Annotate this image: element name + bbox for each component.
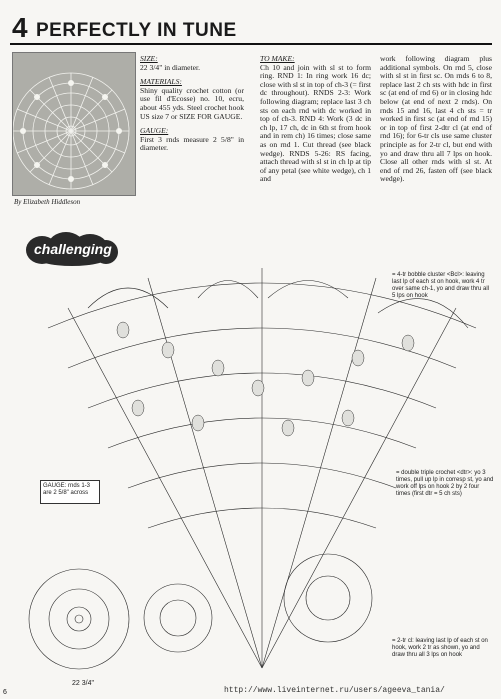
gauge-box bbox=[40, 480, 100, 504]
materials-column bbox=[140, 55, 244, 159]
size-heading: SIZE: bbox=[140, 54, 158, 63]
instructions-text-1: Ch 10 and join with sl st to form ring. RND 1: In ring work 16 dc; close with sl st in top of ch-3 (= first dc throughout). RNDS 2-3: Work following diagram; replace last 3 ch sts on each rnd with dc worked in top of ch-3. RND 4: Work (3 dc in ch lp, 17 ch, dc in 6th st from hook and in rem ch) 16 times; close same as on rnd 1. Cut thread (see black wedge). RNDS 5-26: RS facing, attach thread with sl st in ch lp at tip of any petal (see white wedge), ch 1 and bbox=[260, 62, 371, 184]
materials-heading: MATERIALS: bbox=[140, 77, 182, 87]
designer-byline: By Elizabeth Hiddleson bbox=[14, 198, 81, 206]
bobble-legend bbox=[392, 272, 494, 300]
page-number: 6 bbox=[3, 689, 7, 696]
bobble-legend-text: = 4-tr bobble cluster <Bcl>: leaving last lp of each st on hook, work 4 tr over same ch-1, yo and draw thru all 5 lps on hook bbox=[392, 272, 490, 299]
source-watermark: http://www.liveinternet.ru/users/ageeva_tania/ bbox=[224, 686, 445, 695]
center-motif-diagram bbox=[24, 555, 134, 680]
diameter-label: 22 3/4" bbox=[72, 680, 94, 687]
materials-text: Shiny quality crochet cotton (or use fil d'Ecosse) no. 10, ecru, about 455 yds. Steel crochet hook US size 7 or SIZE FOR GAUGE. bbox=[140, 85, 244, 121]
size-text: 22 3/4" in diameter. bbox=[140, 62, 201, 72]
gauge-box-text: GAUGE: rnds 1-3 are 2 5/8" across bbox=[43, 483, 91, 496]
gauge-text: First 3 rnds measure 2 5/8" in diameter. bbox=[140, 134, 244, 153]
cluster-legend bbox=[392, 638, 494, 659]
instructions-continued-column bbox=[380, 55, 492, 184]
dtr-legend bbox=[396, 470, 494, 498]
dtr-legend-text: = double triple crochet <dtr>: yo 3 times, pull up lp in corresp st, yo and work off lps on hook 2 by 2 four times (first dtr = 5 ch sts) bbox=[396, 470, 494, 497]
instructions-column bbox=[260, 55, 371, 184]
difficulty-label: challenging bbox=[34, 241, 112, 257]
instructions-heading: TO MAKE: bbox=[260, 54, 295, 63]
pattern-number: 4 bbox=[12, 12, 28, 43]
instructions-text-2: work following diagram plus additional symbols. On rnd 5, close with sl st in first sc. On rnds 6 to 8, replace last 2 ch sts with hdc in first sc (at end of rnd 6) or in closing hdc below (at end of next 2 rnds). On rnds 15 and 16, last 4 ch sts = tr worked in first sc (at end of rnd 15) or in top of first 2-dtr cl (at end of rnd 16); for 6-tr cls use same cluster principle as for 2-tr cl, but end with yo and draw thru all 7 lps on hook. Close all other rnds with sl st. At end of rnd 26, fasten off (see black wedge). bbox=[380, 54, 492, 184]
cluster-legend-text: = 2-tr cl: leaving last lp of each st on hook, work 2 tr as shown, yo and draw thru all 3 lps on hook bbox=[392, 638, 488, 658]
doily-photo bbox=[12, 52, 136, 196]
gauge-heading: GAUGE: bbox=[140, 126, 169, 136]
pattern-title: PERFECTLY IN TUNE bbox=[36, 20, 237, 41]
